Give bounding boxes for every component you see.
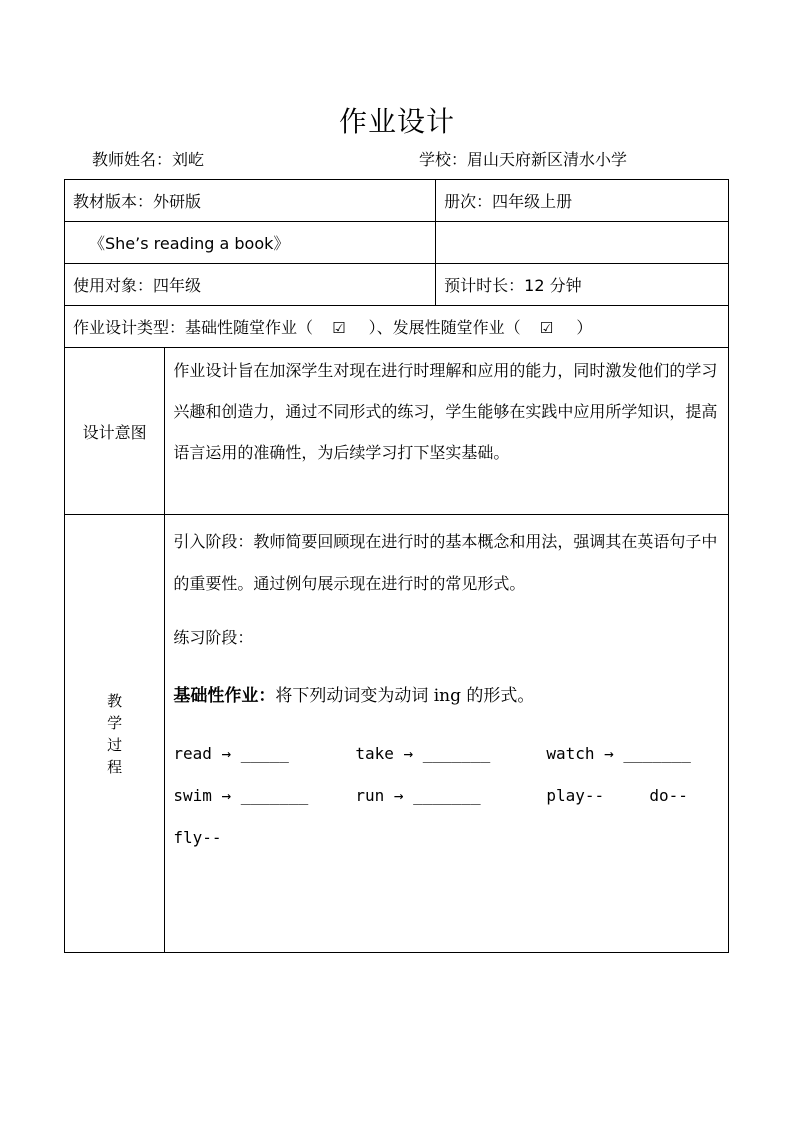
verb-item: read → _____	[173, 744, 289, 763]
textbook-cell: 教材版本：外研版	[65, 180, 436, 222]
verb-item: run → _______	[355, 786, 481, 805]
school-name: 学校：眉山天府新区清水小学	[419, 150, 628, 169]
checkbox-checked-icon: ☑	[332, 319, 346, 337]
type-suffix: ）	[576, 318, 593, 337]
lesson-cell	[65, 222, 436, 264]
verb-item: swim → _______	[173, 786, 309, 805]
verb-item: watch → _______	[546, 744, 691, 763]
process-label-char: 学	[107, 713, 123, 732]
intent-label: 设计意图	[65, 348, 165, 515]
process-label-char: 程	[107, 757, 123, 776]
verb-item: take → _______	[355, 744, 491, 763]
page-title: 作业设计	[338, 105, 455, 138]
verbs-row	[173, 733, 720, 775]
process-label-char: 过	[107, 735, 123, 754]
practice-stage: 练习阶段：	[173, 628, 254, 647]
process-label-char: 教	[107, 691, 123, 710]
verb-item: fly--	[173, 828, 222, 847]
checkbox-checked-icon: ☑	[539, 319, 554, 337]
basic-homework	[173, 675, 720, 717]
process-label	[65, 515, 165, 953]
process-content	[165, 515, 729, 953]
type-prefix: 作业设计类型：基础性随堂作业（	[73, 318, 314, 337]
basic-task: 将下列动词变为动词 ing 的形式。	[275, 686, 535, 706]
empty-cell	[436, 222, 729, 264]
audience-cell: 使用对象：四年级	[65, 264, 436, 306]
teacher-name: 教师姓名：刘屹	[92, 150, 205, 169]
verb-item: do--	[649, 786, 688, 805]
homework-type-cell	[65, 306, 729, 348]
basic-label: 基础性作业：	[173, 686, 276, 706]
duration-cell: 预计时长：12 分钟	[436, 264, 729, 306]
intent-text: 作业设计旨在加深学生对现在进行时理解和应用的能力，同时激发他们的学习兴趣和创造力，通过不同形式的练习，学生能够在实践中应用所学知识，提高语言运用的准确性，为后续学习打下坚实基础。	[165, 348, 729, 515]
homework-table	[64, 179, 729, 953]
intro-stage: 引入阶段：教师简要回顾现在进行时的基本概念和用法，强调其在英语句子中的重要性。通过例句展示现在进行时的常见形式。	[173, 532, 718, 593]
verbs-row	[173, 775, 720, 817]
type-mid: ）、发展性随堂作业（	[368, 318, 521, 337]
verbs-row	[173, 817, 720, 859]
lesson-title: 《She’s reading a book》	[89, 234, 290, 253]
volume-cell: 册次：四年级上册	[436, 180, 729, 222]
verb-item: play--	[546, 786, 605, 805]
